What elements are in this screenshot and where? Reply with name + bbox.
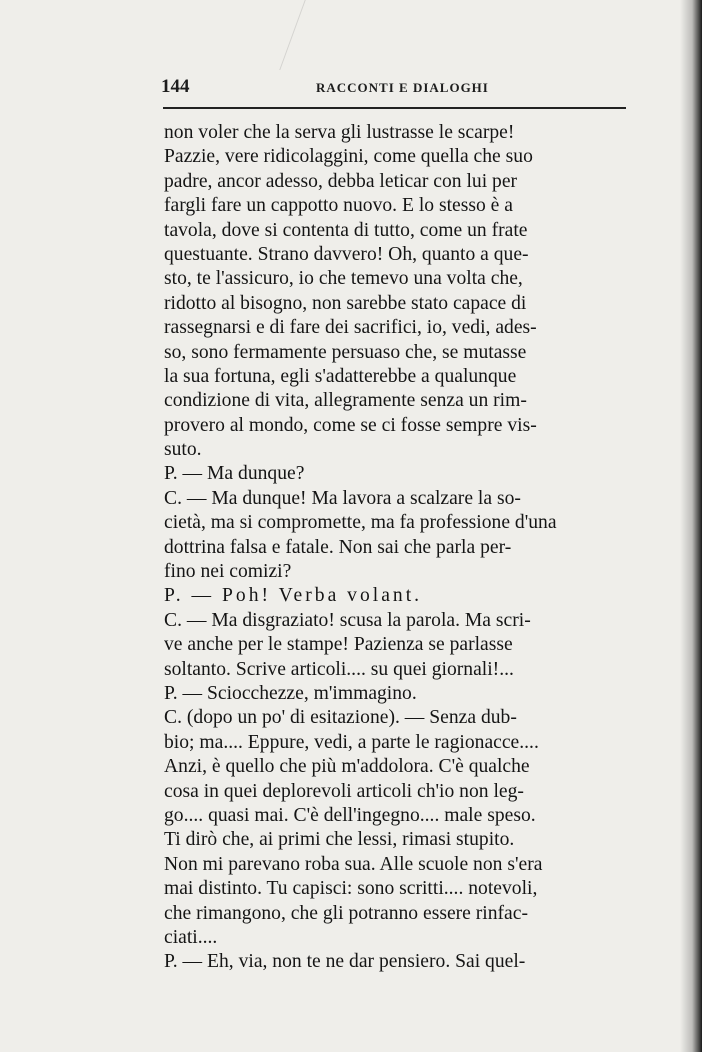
paper-crease (279, 0, 365, 70)
text-line: P. — Ma dunque? (164, 463, 305, 485)
body-text (164, 121, 639, 975)
text-line: non voler che la serva gli lustrasse le scarpe! (164, 122, 515, 143)
text-line: so, sono fermamente persuaso che, se mutasse (164, 341, 527, 363)
text-line: ciati.... (164, 926, 218, 948)
page-number: 144 (161, 76, 190, 97)
text-line: padre, ancor adesso, debba leticar con lui per (164, 170, 518, 192)
text-line: questuante. Strano davvero! Oh, quanto a que- (164, 243, 529, 265)
text-line: C. — Ma dunque! Ma lavora a scalzare la so- (164, 487, 521, 509)
text-line: ve anche per le stampe! Pazienza se parlasse (164, 634, 513, 656)
text-line: go.... quasi mai. C'è dell'ingegno.... male speso. (164, 804, 536, 826)
text-line: ridotto al bisogno, non sarebbe stato capace di (164, 292, 527, 314)
page-header (161, 76, 626, 100)
text-line: soltanto. Scrive articoli.... su quei giornali!... (164, 658, 514, 680)
text-line: fino nei comizi? (164, 561, 292, 583)
text-line: fargli fare un cappotto nuovo. E lo stesso è a (164, 195, 513, 217)
text-line: la sua fortuna, egli s'adatterebbe a qualunque (164, 365, 517, 387)
text-line: C. (dopo un po' di esitazione). — Senza dub- (164, 707, 517, 729)
text-line: che rimangono, che gli potranno essere rinfac- (164, 902, 528, 924)
text-line: Non mi parevano roba sua. Alle scuole non s'era (164, 853, 543, 875)
text-line: cosa in quei deplorevoli articoli ch'io non leg- (164, 780, 524, 802)
page-edge-shadow (680, 0, 702, 1052)
text-line: P. — Sciocchezze, m'immagino. (164, 682, 417, 704)
text-line: bio; ma.... Eppure, vedi, a parte le ragionacce.... (164, 731, 539, 753)
text-line: P. — Poh! Verba volant. (164, 585, 423, 607)
text-line: Ti dirò che, ai primi che lessi, rimasi stupito. (164, 829, 515, 851)
text-line: suto. (164, 439, 202, 461)
text-line: C. — Ma disgraziato! scusa la parola. Ma scri- (164, 609, 531, 631)
text-line: mai distinto. Tu capisci: sono scritti.... notevoli, (164, 878, 538, 900)
text-line: dottrina falsa e fatale. Non sai che parla per- (164, 536, 512, 558)
text-line: rassegnarsi e di fare dei sacrifici, io, vedi, ades- (164, 317, 537, 339)
text-line: sto, te l'assicuro, io che temevo una volta che, (164, 268, 523, 290)
text-line: provero al mondo, come se ci fosse sempre vis- (164, 414, 537, 436)
text-line: P. — Eh, via, non te ne dar pensiero. Sai quel- (164, 951, 526, 973)
text-line: cietà, ma si compromette, ma fa professione d'una (164, 512, 557, 534)
running-title: RACCONTI E DIALOGHI (316, 80, 489, 95)
text-line: Pazzie, vere ridicolaggini, come quella che suo (164, 146, 533, 168)
text-line: tavola, dove si contenta di tutto, come un frate (164, 219, 528, 241)
text-line: Anzi, è quello che più m'addolora. C'è qualche (164, 756, 530, 778)
header-rule (163, 107, 626, 109)
text-line: condizione di vita, allegramente senza un rim- (164, 390, 527, 412)
